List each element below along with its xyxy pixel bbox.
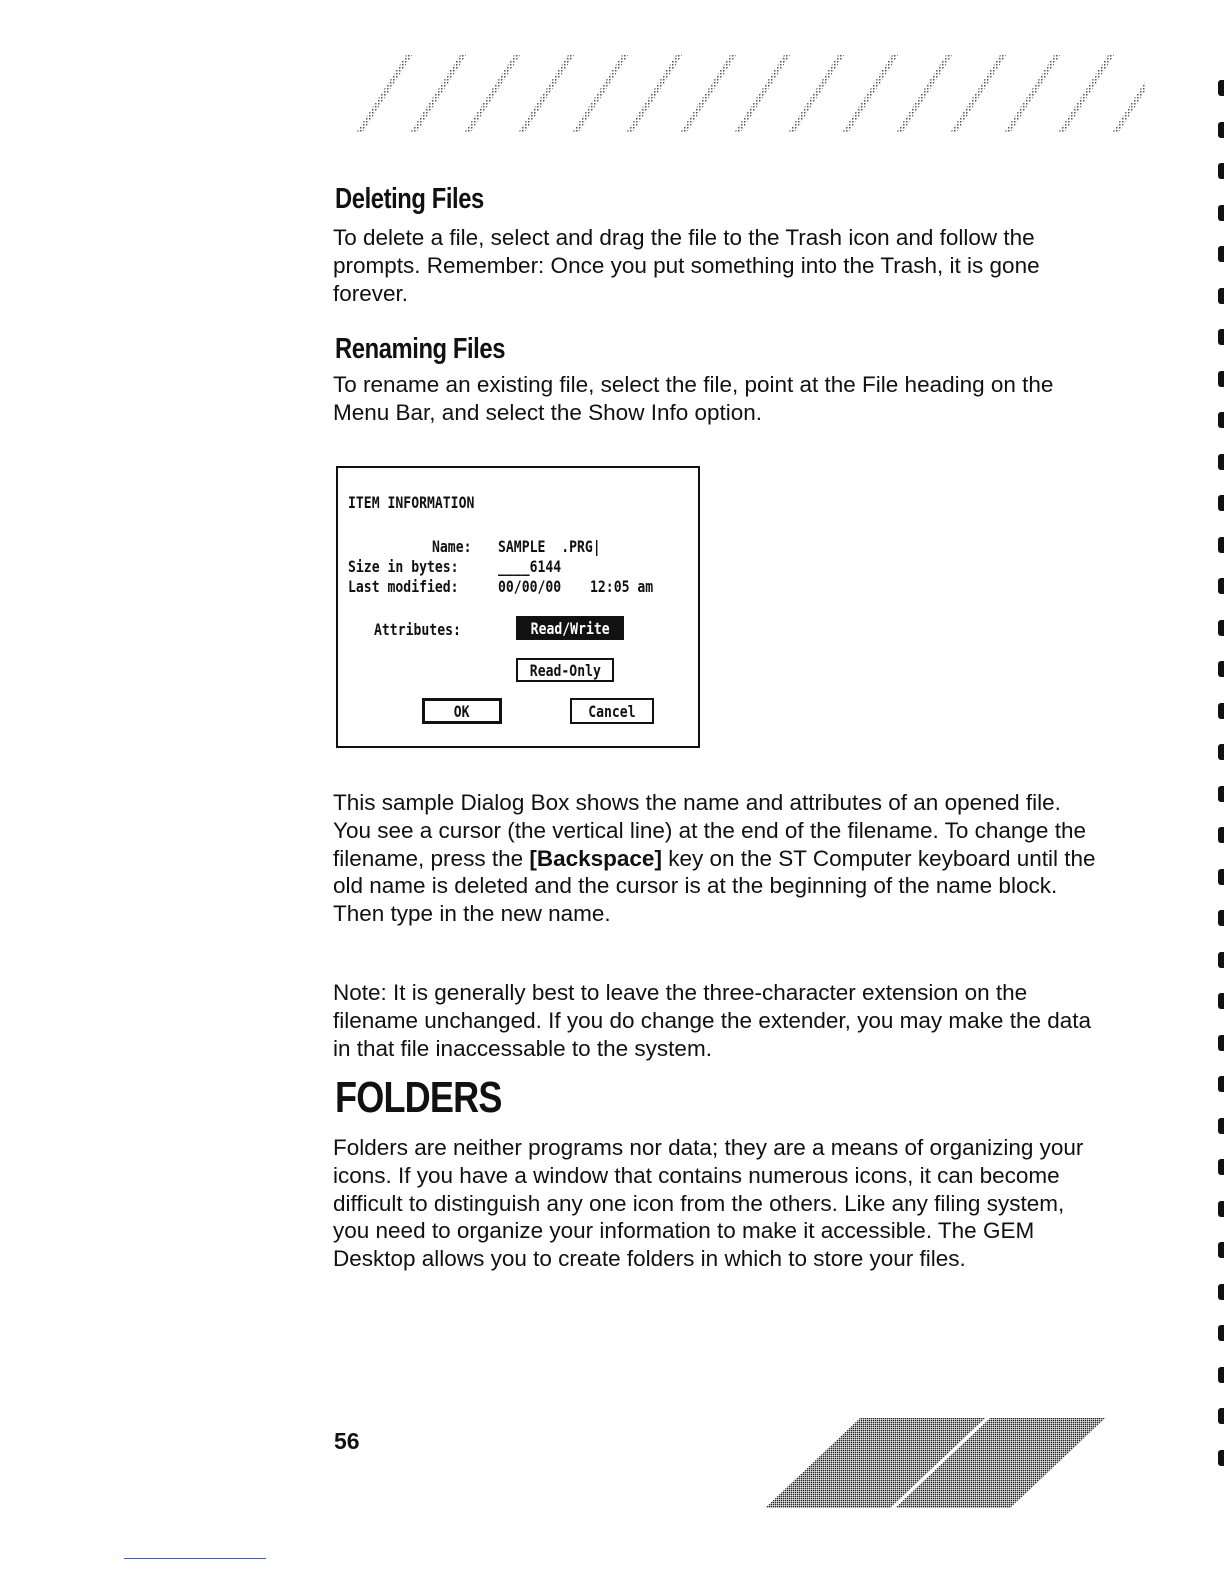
note-label: Note:: [333, 980, 387, 1005]
read-write-button[interactable]: Read/Write: [516, 616, 624, 640]
binding-hole: [1218, 288, 1224, 304]
binding-hole: [1218, 80, 1224, 96]
stripe: [842, 55, 898, 133]
stripe: [896, 55, 952, 133]
paragraph-dialog-explanation: This sample Dialog Box shows the name and attributes of an opened file. You see a cursor (the vertical line) at the end of the filename. To change the filename, press the [Backspace] key on the ST Computer keyboard until the old name is deleted and the cursor is at the beginning of the name block. Then type in the new name.: [333, 790, 1096, 927]
size-value: ____6144: [498, 557, 562, 576]
stripe: [572, 55, 628, 133]
binding-hole: [1218, 329, 1224, 345]
stripe: [1004, 55, 1060, 133]
binding-hole: [1218, 786, 1224, 802]
binding-hole: [1218, 1159, 1224, 1175]
binding-hole: [1218, 1325, 1224, 1341]
binding-hole: [1218, 952, 1224, 968]
spiral-binding: [1210, 80, 1224, 1500]
binding-hole: [1218, 1201, 1224, 1217]
stripe: [788, 55, 844, 133]
heading-deleting-files: Deleting Files: [335, 183, 484, 215]
stripe: [626, 55, 682, 133]
binding-hole: [1218, 1242, 1224, 1258]
binding-hole: [1218, 495, 1224, 511]
binding-hole: [1218, 454, 1224, 470]
name-field[interactable]: SAMPLE .PRG|: [498, 537, 601, 556]
binding-hole: [1218, 1367, 1224, 1383]
bottom-rule: [124, 1558, 266, 1559]
paragraph-deleting-files: To delete a file, select and drag the file to the Trash icon and follow the prompts. Remember: Once you put something into the Trash, it is gone forever.: [333, 225, 1040, 306]
binding-hole: [1218, 205, 1224, 221]
binding-hole: [1218, 163, 1224, 179]
decorative-stripes-top: [336, 55, 1146, 135]
read-only-button[interactable]: Read-Only: [516, 658, 614, 682]
binding-hole: [1218, 869, 1224, 885]
binding-hole: [1218, 1450, 1224, 1466]
binding-hole: [1218, 1076, 1224, 1092]
binding-hole: [1218, 578, 1224, 594]
binding-hole: [1218, 1284, 1224, 1300]
ok-button[interactable]: OK: [422, 698, 502, 724]
stripe: [1112, 55, 1146, 133]
size-label: Size in bytes:: [348, 557, 459, 576]
binding-hole: [1218, 371, 1224, 387]
binding-hole: [1218, 661, 1224, 677]
binding-hole: [1218, 537, 1224, 553]
binding-hole: [1218, 1035, 1224, 1051]
heading-folders: FOLDERS: [335, 1073, 502, 1122]
modified-time: 12:05 am: [590, 577, 654, 596]
stripe: [1058, 55, 1114, 133]
binding-hole: [1218, 993, 1224, 1009]
decorative-stripes-bottom: [765, 1418, 1105, 1508]
binding-hole: [1218, 1408, 1224, 1424]
text-cursor: |: [592, 537, 601, 556]
binding-hole: [1218, 246, 1224, 262]
modified-date: 00/00/00: [498, 577, 562, 596]
paragraph-folders: Folders are neither programs nor data; they are a means of organizing your icons. If you have a window that contains numerous icons, it can become difficult to distinguish any one icon from the others. Like any filing system, you need to organize your information to make it accessible. The GEM Desktop allows you to create folders in which to store your files.: [333, 1135, 1084, 1272]
binding-hole: [1218, 827, 1224, 843]
binding-hole: [1218, 1118, 1224, 1134]
modified-label: Last modified:: [348, 577, 459, 596]
binding-hole: [1218, 412, 1224, 428]
dialog-title: ITEM INFORMATION: [348, 493, 475, 512]
binding-hole: [1218, 620, 1224, 636]
page-number: 56: [334, 1428, 360, 1454]
name-label: Name:: [432, 537, 472, 556]
binding-hole: [1218, 122, 1224, 138]
heading-renaming-files: Renaming Files: [335, 333, 506, 365]
item-information-dialog: [336, 466, 700, 748]
paragraph-note: Note: It is generally best to leave the three-character extension on the filename unchanged. If you do change the extender, you may make the data in that file inaccessable to the system.: [333, 980, 1092, 1061]
stripe: [464, 55, 520, 133]
paragraph-renaming-files: To rename an existing file, select the file, point at the File heading on the Menu Bar, and select the Show Info option.: [333, 372, 1054, 425]
stripe: [356, 55, 412, 133]
binding-hole: [1218, 910, 1224, 926]
backspace-key: [Backspace]: [529, 845, 662, 871]
stripe: [734, 55, 790, 133]
stripe: [950, 55, 1006, 133]
stripe: [680, 55, 736, 133]
attributes-label: Attributes:: [374, 620, 461, 639]
binding-hole: [1218, 703, 1224, 719]
binding-hole: [1218, 744, 1224, 760]
cancel-button[interactable]: Cancel: [570, 698, 654, 724]
stripe: [410, 55, 466, 133]
stripe: [518, 55, 574, 133]
